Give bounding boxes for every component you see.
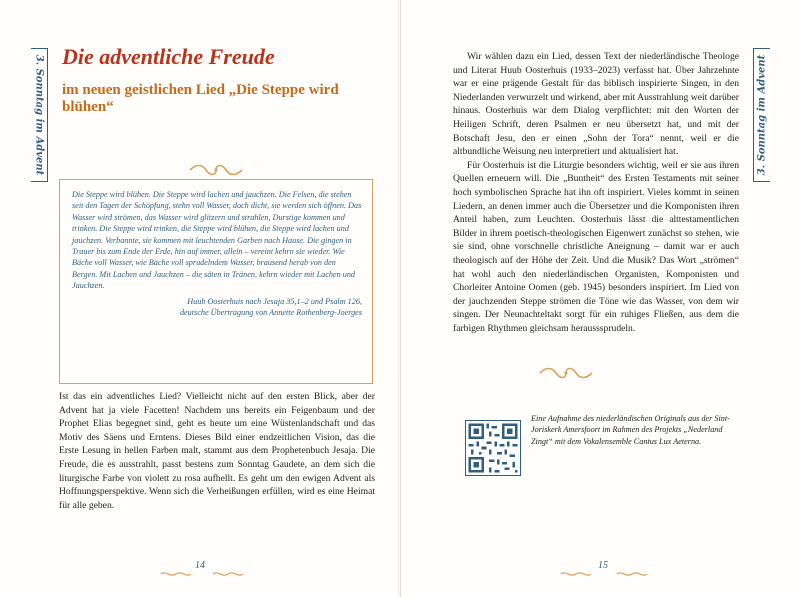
ornament-swirl-right-icon (538, 366, 594, 380)
footer-ornament-right-icon (560, 563, 592, 571)
ornament-swirl-icon (188, 163, 244, 177)
qr-code-icon[interactable] (465, 420, 521, 476)
paragraph-2: Für Oosterhuis ist die Liturgie besonders wichtig, weil er sie aus ihren Quellen erneuern will. Die „Buntheit“ des Ersten Testaments mit seiner hoch symbolischen Sprache hat ihn oft inspiriert. Vieles kommt in seinen Liedern, an denen immer auch die Übersetzer und die Komponisten ihren Anteil haben, zum Leuchten. Oosterhuis lässt die alttestamentlichen Bilder in ihrem poetisch-theologischen Eigenwert zunächst so stehen, wie sie sind, ohne vorschnelle christliche Aneignung – damit war er auch theologisch auf der Höhe der Zeit. Und die Musik? Das Wort „strömen“ hat wohl auch den niederländischen Organisten, Komponisten und Chorleiter Antoine Oomen (geb. 1945) besonders inspiriert. Im Lied von der jauchzenden Steppe strömen die Töne wie das Wasser, von dem wir singen. Der Neunachteltakt sorgt für ein ruhiges Fließen, aus dem die farbigen Rhythmen gleichsam herausssprudeln. (453, 159, 739, 334)
footer-ornament-left-icon (160, 563, 192, 571)
qr-caption: Eine Aufnahme des niederländischen Originals aus der Sint-Joriskerk Amersfoort im Rahmen des Projekts „Nederland Zingt“ mit dem Vokalensemble Cantus Lux Aeterna. (531, 414, 730, 446)
poem-source-line2: deutsche Übertragung von Annette Rothenberg-Joerges (179, 307, 362, 317)
section-tab-label-right: 3. Sonntag im Advent (756, 54, 768, 176)
page-number-left: 14 (195, 560, 205, 571)
body-text-left: Ist das ein adventliches Lied? Vielleicht nicht auf den ersten Blick, aber der Advent hat ja viele Facetten! Nachdem uns bereits ein Feigenbaum und der Prophet Elias begegnet sind, geht es heute um eine Wüstenlandschaft und das Motiv des Säens und Erntens. Dieses Bild einer endzeitlichen Vision, das die Erste Lesung in hellen Farben malt, stammt aus dem Prophetenbuch Jesaja. Die Freude, die es ausstrahlt, passt bestens zum Sonntag Gaudete, an dem sich die liturgische Farbe von violett zu rosa aufhellt. Es geht um den ewigen Advent als Hoffnungsperspektive. Wenn sich die Verheißungen erfüllen, wird es eine Heimat für alle geben. (59, 391, 375, 511)
section-tab-left (31, 48, 48, 182)
poem-text: Die Steppe wird blühen. Die Steppe wird lachen und jauchzen. Die Felsen, die stehen seit den Tagen der Schöpfung, stehn voll Wasser, doch dicht, sie werden sich öffnen. Das Wasser wird strömen, das Wasser wird glitzern und strahlen, Durstige kommen und trinken. Die Steppe wird trinken, die Steppe wird blühen, die Steppe wird lachen und jauchzen. Verbannte, sie kommen mit leuchtenden Garben nach Hause. Die gingen in Trauer bis zum Ende der Erde, hin auf immer, allein – vereint kehrn sie wieder. Wie Bäche voll Wasser, wie Bäche voll sprudelndem Wasser, brausend herab von den Bergen. Mit Lachen und Jauchzen – die säten in Tränen, kehrn wieder mit Lachen und Jauchzen. (72, 190, 362, 291)
poem-source-line1: Huub Oosterhuis nach Jesaja 35,1–2 und Psalm 126, (187, 296, 362, 306)
section-tab-label: 3. Sonntag im Advent (33, 54, 45, 176)
chapter-subtitle: im neuen geistlichen Lied „Die Steppe wird blühen“ (62, 82, 339, 115)
poem-source (72, 296, 362, 318)
chapter-title: Die adventliche Freude (62, 44, 275, 69)
page-number-right: 15 (598, 560, 608, 571)
paragraph-1: Wir wählen dazu ein Lied, dessen Text der niederländische Theologe und Literat Huub Oosterhuis (1933–2023) verfasst hat. Über Jahrzehnte war er eine prägende Gestalt für das biblisch inspirierte Singen, in den Niederlanden verwurzelt und wirkend, aber mit Ausstrahlung weit darüber hinaus. Oosterhuis war dem Dialog verpflichtet: mit den Worten der Heiligen Schrift, deren Psalmen er neu übersetzt hat, und mit der Botschaft Jesu, den er einen „Sohn der Tora“ nennt, weil er die altbundliche Weisung neu interpretiert und aktualisiert hat. (453, 51, 739, 158)
poem-quote-box (59, 179, 373, 384)
body-text-right (453, 50, 739, 335)
footer-ornament-left-2-icon (212, 563, 244, 571)
footer-ornament-right-2-icon (616, 563, 648, 571)
section-tab-right (753, 48, 770, 182)
